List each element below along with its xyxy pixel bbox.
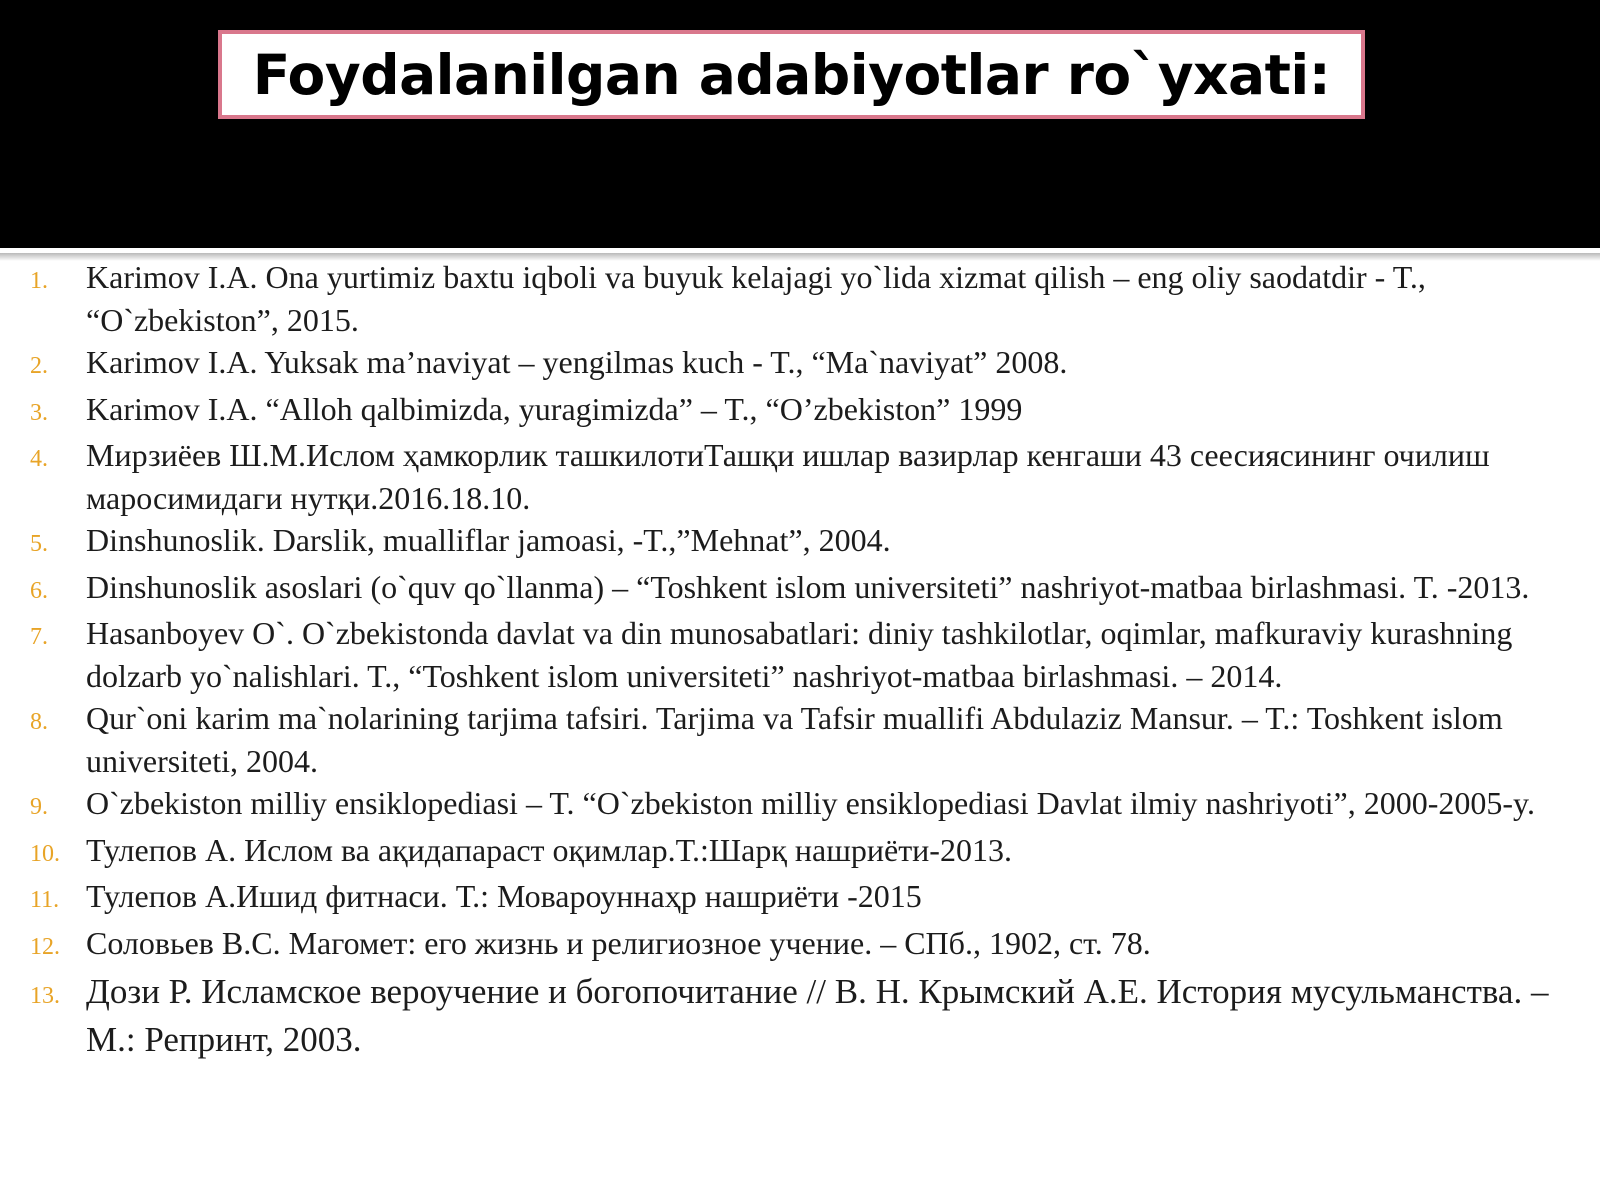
reference-number: 5. <box>30 531 48 557</box>
reference-text: Karimov I.A. Ona yurtimiz baxtu iqboli va buyuk kelajagi yo`lida xizmat qilish – eng oliy saodatdir - T., “O`zbekiston”, 2015. <box>86 259 1426 338</box>
reference-number: 1. <box>30 268 48 294</box>
title-box <box>218 30 1365 119</box>
reference-number: 11. <box>30 887 60 913</box>
reference-item <box>0 388 1600 435</box>
reference-item <box>0 829 1600 876</box>
reference-item <box>0 434 1600 519</box>
reference-number: 7. <box>30 624 48 650</box>
reference-number: 2. <box>30 353 48 379</box>
reference-item <box>0 782 1600 829</box>
reference-item <box>0 697 1600 782</box>
reference-text: O`zbekiston milliy ensiklopediasi – T. “O`zbekiston milliy ensiklopediasi Davlat ilmiy nashriyoti”, 2000-2005-y. <box>86 785 1535 821</box>
reference-text: Dinshunoslik asoslari (o`quv qo`llanma) – “Toshkent islom universiteti” nashriyot-matbaa birlashmasi. T. -2013. <box>86 568 1530 605</box>
reference-text: Соловьев В.С. Магомет: его жизнь и религиозное учение. – СПб., 1902, ст. 78. <box>86 924 1151 961</box>
reference-text: Мирзиёев Ш.М.Ислом ҳамкорлик ташкилотиТашқи ишлар вазирлар кенгаши 43 сеесиясининг очилиш маросимидаги нутқи.2016.18.10. <box>86 437 1490 516</box>
reference-item <box>0 612 1600 697</box>
reference-text: Тулепов А.Ишид фитнаси. Т.: Мовароуннаҳр нашриёти -2015 <box>86 878 922 914</box>
reference-number: 6. <box>30 577 48 604</box>
reference-item <box>0 922 1600 969</box>
reference-number: 12. <box>30 933 60 960</box>
reference-list <box>0 256 1600 1064</box>
reference-number: 9. <box>30 794 48 820</box>
reference-item <box>0 341 1600 388</box>
reference-item <box>0 566 1600 613</box>
reference-number: 10. <box>30 840 60 867</box>
reference-text: Дози Р. Исламское вероучение и богопочитание // В. Н. Крымский А.Е. История мусульманства. – М.: Репринт, 2003. <box>86 972 1549 1059</box>
reference-text: Hasanboyev O`. O`zbekistonda davlat va din munosabatlari: diniy tashkilotlar, oqimlar, mafkuraviy kurashning dolzarb yo`nalishlari. T., “Toshkent islom universiteti” nashriyot-matbaa birlashmasi. – 2014. <box>86 615 1513 694</box>
reference-text: Karimov I.A. “Alloh qalbimizda, yuragimizda” – T., “O’zbekiston” 1999 <box>86 390 1023 427</box>
reference-item <box>0 519 1600 566</box>
reference-number: 4. <box>30 446 48 472</box>
reference-text: Тулепов А. Ислом ва ақидапараст оқимлар.Т.:Шарқ нашриёти-2013. <box>86 831 1012 868</box>
reference-item <box>0 256 1600 341</box>
reference-text: Qur`oni karim ma`nolarining tarjima tafsiri. Tarjima va Tafsir muallifi Abdulaziz Mansur. – T.: Toshkent islom universiteti, 2004. <box>86 700 1503 779</box>
reference-text: Dinshunoslik. Darslik, mualliflar jamoasi, -T.,”Mehnat”, 2004. <box>86 522 891 558</box>
reference-item <box>0 875 1600 922</box>
reference-text: Karimov I.A. Yuksak ma’naviyat – yengilmas kuch - T., “Ma`naviyat” 2008. <box>86 344 1068 380</box>
reference-number: 13. <box>30 983 60 1009</box>
reference-item <box>0 968 1600 1064</box>
reference-number: 8. <box>30 709 48 735</box>
reference-number: 3. <box>30 399 48 426</box>
slide-title: Foydalanilgan adabiyotlar ro`yxati: <box>252 42 1331 107</box>
